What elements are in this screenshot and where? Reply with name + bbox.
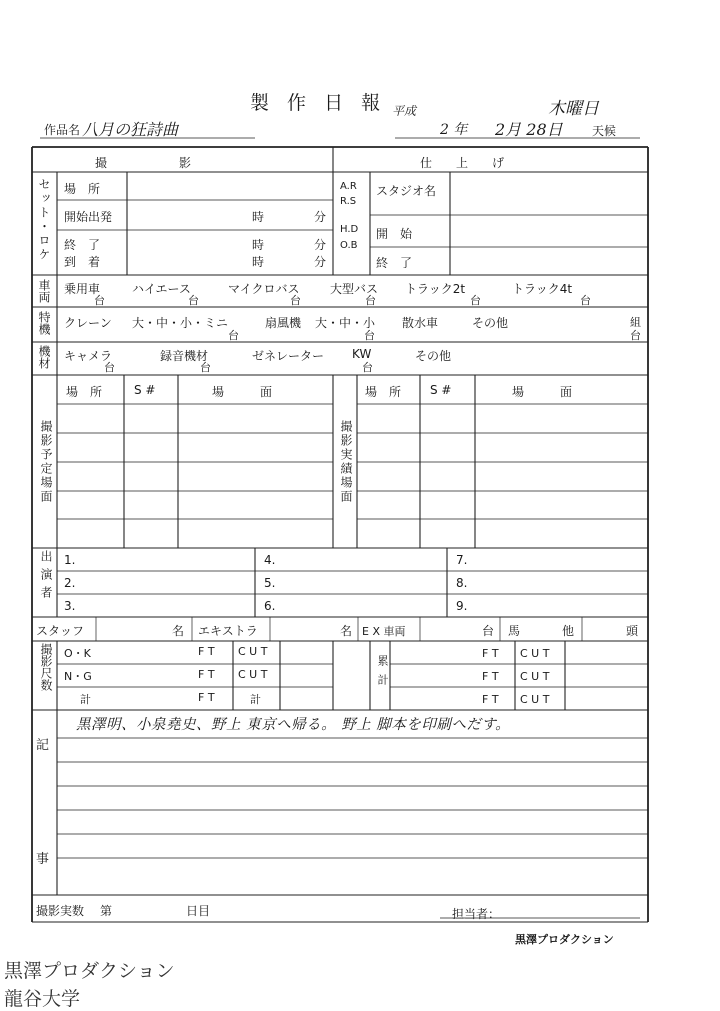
water-truck-label: 散水車 [402, 316, 439, 330]
unit-car: 台 [94, 294, 105, 307]
start-label: 開始出発 [64, 210, 113, 224]
cum-cut-2: C U T [520, 670, 550, 683]
extra-unit: 名 [340, 624, 353, 638]
date-month-day: 2月 28日 [495, 120, 563, 139]
notes-label-bottom: 事 [36, 852, 50, 867]
ex-vehicle-label: E X 車両 [362, 625, 406, 638]
cast-2: 2. [64, 576, 76, 590]
era-label: 平成 [392, 104, 417, 118]
fan-sizes: 大・中・小 [315, 316, 376, 330]
actual-col-s: S # [430, 383, 452, 397]
cumulative-label: 累計 [376, 655, 389, 693]
end-minute: 分 [314, 238, 327, 252]
production-label: 作品名 [44, 123, 81, 137]
day-suffix: 日目 [186, 904, 211, 918]
unit-hiace: 台 [188, 294, 199, 307]
cum-cut-1: C U T [520, 647, 550, 660]
notes-label-top: 記 [36, 738, 50, 753]
ok-ft: F T [198, 645, 215, 658]
hd-label: H.D [340, 224, 359, 235]
cum-cut-3: C U T [520, 693, 550, 706]
ar-label: A.R [340, 181, 357, 192]
crane-sizes: 大・中・小・ミニ [132, 316, 229, 330]
planned-col-scene: 場 面 [212, 385, 273, 399]
cast-9: 9. [456, 599, 468, 613]
cast-4: 4. [264, 553, 276, 567]
rs-label: R.S [340, 196, 357, 207]
planned-scenes-label: 撮影予定場面 [39, 420, 53, 504]
cast-label: 出演者 [39, 550, 53, 604]
cum-ft-2: F T [482, 670, 499, 683]
shoot-header: 撮 影 [95, 156, 192, 170]
fan-label: 扇風機 [265, 316, 302, 330]
equipment-label: 機材 [37, 345, 51, 369]
footage-total-label: 計 [80, 693, 91, 706]
cast-3: 3. [64, 599, 76, 613]
vehicle-truck-4t: トラック4t [512, 282, 573, 296]
camera-label: キャメラ [64, 349, 113, 363]
vehicle-truck-2t: トラック2t [405, 282, 466, 296]
ex-vehicle-unit: 台 [482, 624, 495, 638]
footage-ng-label: N・G [64, 670, 92, 683]
head-unit: 頭 [626, 624, 639, 638]
arrive-label: 到 着 [64, 255, 101, 269]
footage-ok-label: O・K [64, 647, 91, 660]
sound-label: 録音機材 [160, 349, 209, 363]
kw-unit: 台 [362, 361, 373, 374]
cast-8: 8. [456, 576, 468, 590]
cast-5: 5. [264, 576, 276, 590]
cast-6: 6. [264, 599, 276, 613]
footage-label: 撮影尺数 [39, 643, 53, 691]
vehicle-bus: 大型バス [330, 282, 379, 296]
special-other-label: その他 [472, 316, 509, 330]
equipment-other-label: その他 [415, 349, 452, 363]
total-ft: F T [198, 691, 215, 704]
fan-unit: 台 [364, 329, 375, 342]
planned-col-place: 場 所 [66, 385, 103, 399]
planned-col-s: S # [134, 383, 156, 397]
crane-label: クレーン [64, 316, 112, 330]
unit-microbus: 台 [290, 294, 301, 307]
begin-label: 開 始 [376, 227, 413, 241]
shooting-days-label: 撮影実数 [36, 904, 85, 918]
cum-ft-3: F T [482, 693, 499, 706]
ob-label: O.B [340, 240, 358, 251]
cum-ft-1: F T [482, 647, 499, 660]
generator-label: ゼネレーター [252, 349, 325, 363]
extra-label: エキストラ [198, 624, 258, 638]
camera-unit: 台 [104, 361, 115, 374]
other-animals-label: 他 [562, 624, 575, 638]
set-location-label: セット・ロケ [37, 178, 51, 262]
staff-unit: 名 [172, 624, 185, 638]
ng-cut: C U T [238, 668, 268, 681]
sound-unit: 台 [200, 361, 211, 374]
actual-scenes-label: 撮影実績場面 [339, 420, 353, 504]
ng-ft: F T [198, 668, 215, 681]
actual-col-place: 場 所 [365, 385, 402, 399]
date-year: 2 年 [440, 122, 468, 138]
vehicle-microbus: マイクロバス [228, 282, 300, 296]
vehicle-car: 乗用車 [64, 282, 101, 296]
start-minute: 分 [314, 210, 327, 224]
end-label: 終 了 [64, 238, 101, 252]
day-prefix: 第 [100, 904, 113, 918]
credit-line-2: 龍谷大学 [4, 988, 81, 1010]
actual-col-scene: 場 面 [512, 385, 573, 399]
special-equipment-label: 特機 [37, 311, 51, 335]
kw-label: KW [352, 347, 372, 361]
notes-entry: 黒澤明、小泉堯史、野上 東京へ帰る。 野上 脚本を印刷へだす。 [76, 717, 511, 733]
finish-header: 仕 上 げ [420, 156, 505, 170]
arrive-hour: 時 [252, 255, 265, 269]
place-label: 場 所 [64, 182, 101, 196]
unit-bus: 台 [365, 294, 376, 307]
unit-truck-2t: 台 [470, 294, 481, 307]
cast-7: 7. [456, 553, 468, 567]
company-name: 黒澤プロダクション [515, 933, 614, 946]
unit-truck-4t: 台 [580, 294, 591, 307]
arrive-minute: 分 [314, 255, 327, 269]
weekday-entry: 木曜日 [548, 99, 599, 119]
horse-label: 馬 [508, 624, 521, 638]
set-unit: 組 [630, 316, 641, 329]
credit-line-1: 黒澤プロダクション [4, 960, 175, 982]
form-title: 製 作 日 報 [250, 92, 387, 114]
staff-label: スタッフ [36, 624, 85, 638]
ok-cut: C U T [238, 645, 268, 658]
weather-label: 天候 [592, 124, 617, 138]
person-in-charge-label: 担当者： [452, 907, 501, 921]
start-hour: 時 [252, 210, 265, 224]
production-name-entry: 八月の狂詩曲 [82, 120, 179, 139]
end-hour: 時 [252, 238, 265, 252]
vehicles-label: 車両 [37, 279, 51, 303]
vehicle-hiace: ハイエース [132, 282, 191, 296]
crane-unit: 台 [228, 329, 239, 342]
cast-1: 1. [64, 553, 76, 567]
special-other-unit: 台 [630, 329, 641, 342]
finish-label: 終 了 [376, 256, 413, 270]
total-cut-label: 計 [250, 693, 261, 706]
studio-label: スタジオ名 [376, 184, 437, 198]
